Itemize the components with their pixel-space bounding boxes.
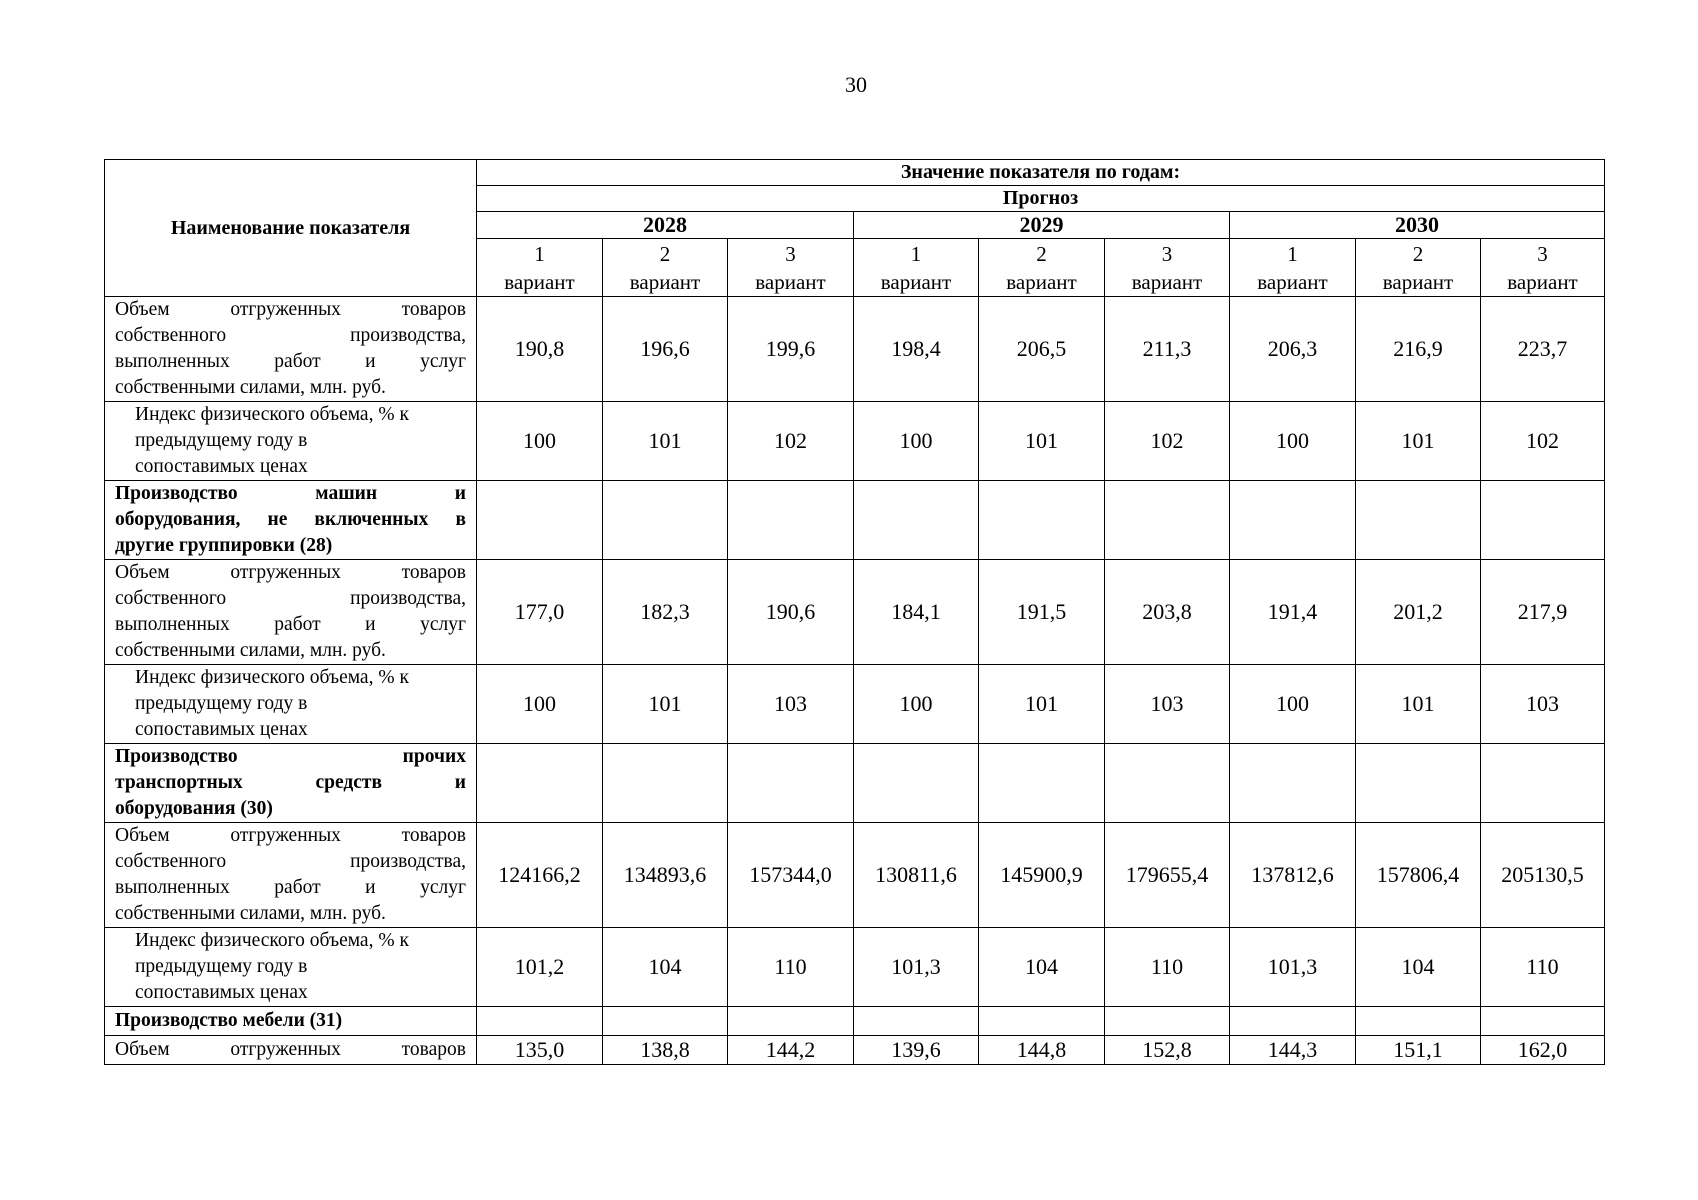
value-cell xyxy=(728,744,854,823)
value-cell: 101 xyxy=(603,402,728,481)
value-cell: 157806,4 xyxy=(1356,823,1481,928)
indicator-name-line: предыдущему году в xyxy=(135,430,308,451)
variant-number: 3 xyxy=(1537,242,1548,266)
variant-header xyxy=(477,239,603,297)
indicator-name xyxy=(105,402,477,481)
value-cell: 191,4 xyxy=(1230,560,1356,665)
value-cell: 216,9 xyxy=(1356,297,1481,402)
indicator-name xyxy=(105,297,477,402)
variant-header xyxy=(979,239,1105,297)
value-cell xyxy=(1230,744,1356,823)
value-cell: 101 xyxy=(979,665,1105,744)
value-cell: 101 xyxy=(979,402,1105,481)
variant-word: вариант xyxy=(1507,270,1578,294)
value-cell xyxy=(1356,481,1481,560)
value-cell: 144,8 xyxy=(979,1036,1105,1065)
indicator-name-line: сопоставимых ценах xyxy=(135,982,308,1003)
value-cell: 191,5 xyxy=(979,560,1105,665)
table-row xyxy=(105,1036,1605,1065)
value-cell xyxy=(1356,744,1481,823)
value-cell: 199,6 xyxy=(728,297,854,402)
indicator-name xyxy=(105,560,477,665)
value-cell: 217,9 xyxy=(1481,560,1605,665)
variant-header xyxy=(603,239,728,297)
variant-word: вариант xyxy=(755,270,826,294)
table-body xyxy=(105,297,1605,1065)
value-cell xyxy=(979,744,1105,823)
variant-word: вариант xyxy=(1257,270,1328,294)
indicator-name-line: другие группировки (28) xyxy=(115,535,333,556)
value-cell xyxy=(1356,1007,1481,1036)
value-cell: 162,0 xyxy=(1481,1036,1605,1065)
variant-header xyxy=(1481,239,1605,297)
table-row xyxy=(105,823,1605,928)
indicator-table xyxy=(104,159,1605,1065)
value-cell xyxy=(854,1007,979,1036)
value-cell xyxy=(728,481,854,560)
indicator-name-line: сопоставимых ценах xyxy=(135,719,308,740)
indicator-name-line: собственными силами, млн. руб. xyxy=(115,640,386,661)
variant-number: 2 xyxy=(659,242,671,266)
value-cell xyxy=(1105,481,1230,560)
value-cell: 100 xyxy=(854,665,979,744)
value-cell xyxy=(1105,744,1230,823)
value-cell: 102 xyxy=(728,402,854,481)
value-cell: 104 xyxy=(603,928,728,1007)
indicator-name-line: Объем отгруженных товаров xyxy=(115,299,466,320)
value-cell: 203,8 xyxy=(1105,560,1230,665)
indicator-name-line: собственного производства, xyxy=(115,851,466,872)
value-cell: 145900,9 xyxy=(979,823,1105,928)
table-row xyxy=(105,402,1605,481)
value-cell xyxy=(477,744,603,823)
value-cell: 100 xyxy=(854,402,979,481)
value-cell xyxy=(477,481,603,560)
indicator-name-line: выполненных работ и услуг xyxy=(115,614,466,635)
variant-word: вариант xyxy=(629,270,701,294)
value-cell: 104 xyxy=(1356,928,1481,1007)
value-cell: 151,1 xyxy=(1356,1036,1481,1065)
value-cell xyxy=(477,1007,603,1036)
value-cell: 198,4 xyxy=(854,297,979,402)
value-cell: 110 xyxy=(728,928,854,1007)
table-row xyxy=(105,481,1605,560)
variant-word: вариант xyxy=(880,270,952,294)
value-cell xyxy=(603,1007,728,1036)
indicator-name-line: Производство машин и xyxy=(115,483,466,504)
indicator-name-line: транспортных средств и xyxy=(115,772,466,793)
variant-header xyxy=(728,239,854,297)
table-row xyxy=(105,297,1605,402)
variant-number: 3 xyxy=(1161,242,1173,266)
value-cell: 103 xyxy=(728,665,854,744)
value-cell: 152,8 xyxy=(1105,1036,1230,1065)
value-cell xyxy=(1105,1007,1230,1036)
section-title xyxy=(105,744,477,823)
name-column-header: Наименование показателя xyxy=(105,160,477,297)
value-cell: 190,6 xyxy=(728,560,854,665)
variant-word: вариант xyxy=(504,270,575,294)
value-cell xyxy=(1481,481,1605,560)
value-cell xyxy=(603,481,728,560)
indicator-name-line: сопоставимых ценах xyxy=(135,456,308,477)
value-cell: 196,6 xyxy=(603,297,728,402)
table-row xyxy=(105,665,1605,744)
value-cell: 211,3 xyxy=(1105,297,1230,402)
value-cell: 134893,6 xyxy=(603,823,728,928)
value-cell: 110 xyxy=(1481,928,1605,1007)
year-header-2028: 2028 xyxy=(477,212,854,239)
indicator-name-line: Производство мебели (31) xyxy=(115,1010,343,1031)
value-cell xyxy=(728,1007,854,1036)
value-cell: 179655,4 xyxy=(1105,823,1230,928)
value-cell xyxy=(1230,1007,1356,1036)
value-cell: 100 xyxy=(477,665,603,744)
value-cell: 110 xyxy=(1105,928,1230,1007)
indicator-name xyxy=(105,665,477,744)
indicator-name-line: выполненных работ и услуг xyxy=(115,877,466,898)
table-row xyxy=(105,1007,1605,1036)
value-cell xyxy=(1481,744,1605,823)
value-cell xyxy=(979,1007,1105,1036)
variant-word: вариант xyxy=(1006,270,1077,294)
variant-header xyxy=(1356,239,1481,297)
value-cell: 103 xyxy=(1105,665,1230,744)
indicator-name xyxy=(105,1036,477,1065)
variant-word: вариант xyxy=(1131,270,1203,294)
value-cell: 101 xyxy=(603,665,728,744)
variant-number: 2 xyxy=(1036,242,1047,266)
indicator-name xyxy=(105,928,477,1007)
value-cell: 101,2 xyxy=(477,928,603,1007)
indicator-name-line: Производство прочих xyxy=(115,746,466,767)
value-cell: 101,3 xyxy=(854,928,979,1007)
table-row xyxy=(105,928,1605,1007)
value-cell: 177,0 xyxy=(477,560,603,665)
page-number: 30 xyxy=(845,72,867,97)
indicator-name-line: собственными силами, млн. руб. xyxy=(115,377,386,398)
indicator-name-line: предыдущему году в xyxy=(135,693,308,714)
variant-number: 3 xyxy=(785,242,796,266)
variant-header xyxy=(854,239,979,297)
table-row xyxy=(105,560,1605,665)
section-title xyxy=(105,481,477,560)
value-cell: 137812,6 xyxy=(1230,823,1356,928)
value-cell: 223,7 xyxy=(1481,297,1605,402)
value-cell: 103 xyxy=(1481,665,1605,744)
indicator-name-line: собственного производства, xyxy=(115,588,466,609)
value-cell: 205130,5 xyxy=(1481,823,1605,928)
variant-word: вариант xyxy=(1382,270,1454,294)
indicator-name-line: оборудования, не включенных в xyxy=(115,509,466,530)
variant-number: 2 xyxy=(1412,242,1424,266)
value-cell: 100 xyxy=(1230,402,1356,481)
value-cell: 190,8 xyxy=(477,297,603,402)
indicator-name-line: собственными силами, млн. руб. xyxy=(115,903,386,924)
value-cell: 102 xyxy=(1105,402,1230,481)
year-header-2030: 2030 xyxy=(1230,212,1605,239)
table-row xyxy=(105,744,1605,823)
variant-header xyxy=(1105,239,1230,297)
indicator-name-line: Объем отгруженных товаров xyxy=(115,562,466,583)
value-cell: 206,3 xyxy=(1230,297,1356,402)
value-cell xyxy=(1230,481,1356,560)
indicator-name-line: Индекс физического объема, % к xyxy=(135,667,409,688)
value-cell: 144,2 xyxy=(728,1036,854,1065)
value-cell: 101 xyxy=(1356,665,1481,744)
value-cell: 100 xyxy=(1230,665,1356,744)
indicator-name xyxy=(105,823,477,928)
indicator-name-line: Индекс физического объема, % к xyxy=(135,404,409,425)
value-cell: 138,8 xyxy=(603,1036,728,1065)
value-cell xyxy=(854,481,979,560)
indicator-name-line: Объем отгруженных товаров xyxy=(115,1039,466,1060)
value-cell: 130811,6 xyxy=(854,823,979,928)
value-cell: 101 xyxy=(1356,402,1481,481)
values-title: Значение показателя по годам: xyxy=(477,160,1605,186)
value-cell: 182,3 xyxy=(603,560,728,665)
table-header xyxy=(105,160,1605,297)
value-cell: 124166,2 xyxy=(477,823,603,928)
indicator-name-line: Индекс физического объема, % к xyxy=(135,930,409,951)
value-cell xyxy=(979,481,1105,560)
value-cell: 101,3 xyxy=(1230,928,1356,1007)
section-title xyxy=(105,1007,477,1036)
indicator-name-line: собственного производства, xyxy=(115,325,466,346)
variant-number: 1 xyxy=(534,242,545,266)
value-cell xyxy=(854,744,979,823)
value-cell: 201,2 xyxy=(1356,560,1481,665)
value-cell: 184,1 xyxy=(854,560,979,665)
indicator-name-line: предыдущему году в xyxy=(135,956,308,977)
variant-number: 1 xyxy=(1287,242,1298,266)
value-cell xyxy=(1481,1007,1605,1036)
value-cell: 139,6 xyxy=(854,1036,979,1065)
value-cell: 102 xyxy=(1481,402,1605,481)
value-cell: 104 xyxy=(979,928,1105,1007)
value-cell: 135,0 xyxy=(477,1036,603,1065)
value-cell: 157344,0 xyxy=(728,823,854,928)
value-cell: 144,3 xyxy=(1230,1036,1356,1065)
indicator-name-line: оборудования (30) xyxy=(115,798,273,819)
indicator-name-line: выполненных работ и услуг xyxy=(115,351,466,372)
variant-number: 1 xyxy=(910,242,922,266)
value-cell: 206,5 xyxy=(979,297,1105,402)
indicator-name-line: Объем отгруженных товаров xyxy=(115,825,466,846)
value-cell xyxy=(603,744,728,823)
value-cell: 100 xyxy=(477,402,603,481)
year-header-2029: 2029 xyxy=(854,212,1230,239)
variant-header xyxy=(1230,239,1356,297)
forecast-header: Прогноз xyxy=(477,186,1605,212)
